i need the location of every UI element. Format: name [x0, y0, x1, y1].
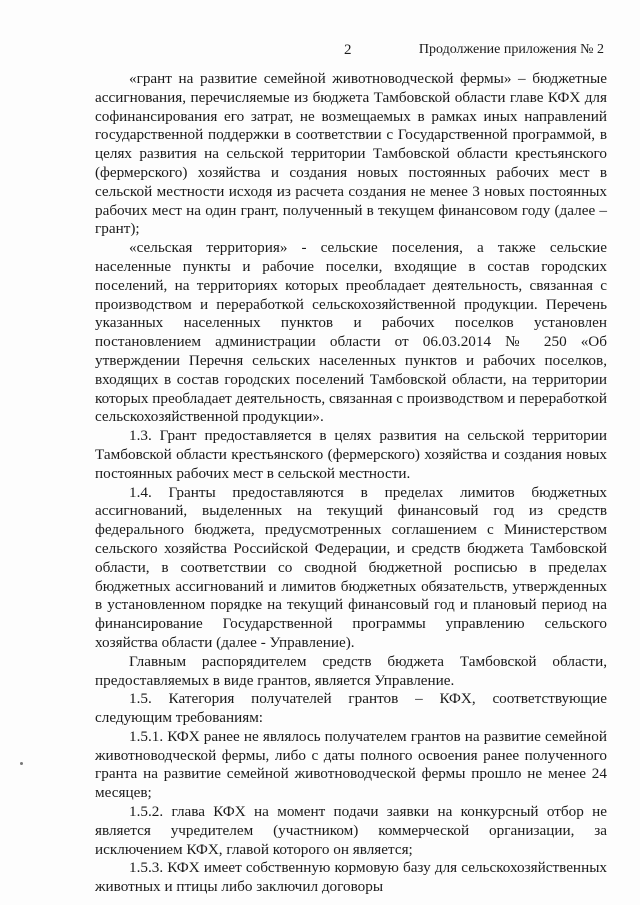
paragraph-grant-definition: «грант на развитие семейной животноводческой фермы» – бюджетные ассигнования, перечисляемые из бюджета Тамбовской области главе КФХ для софинансирования его затрат, не возмещаемых в рамках иных направлений государственной поддержки в соответствии с Государственной программой, в целях развития на сельской территории Тамбовской области крестьянского (фермерского) хозяйства и создания новых постоянных рабочих мест в сельской местности исходя из расчета создания не менее 3 новых постоянных рабочих мест на один грант, полученный в текущем финансовом году (далее – грант);: [95, 70, 607, 238]
paragraph-1-4: 1.4. Гранты предоставляются в пределах лимитов бюджетных ассигнований, выделенных на текущий финансовый год из средств федерального бюджета, предусмотренных соглашением с Министерством сельского хозяйства Российской Федерации, и средств бюджета Тамбовской области, в соответствии со сводной бюджетной росписью в пределах бюджетных ассигнований и лимитов бюджетных обязательств, утвержденных в установленном порядке на текущий финансовый год и плановый период на финансирование Государственной программы управлению сельского хозяйства области (далее - Управление).: [95, 483, 607, 651]
paragraph-1-3: 1.3. Грант предоставляется в целях развития на сельской территории Тамбовской области крестьянского (фермерского) хозяйства и создания новых постоянных рабочих мест в сельской местности.: [95, 427, 607, 482]
document-body: [95, 70, 607, 897]
page-number: 2: [344, 42, 352, 58]
paragraph-1-5-3: 1.5.3. КФХ имеет собственную кормовую базу для сельскохозяйственных животных и птицы либо заключил договоры: [95, 859, 607, 896]
paragraph-1-5: 1.5. Категория получателей грантов – КФХ, соответствующие следующим требованиям:: [95, 690, 607, 727]
paragraph-chief-administrator: Главным распорядителем средств бюджета Тамбовской области, предоставляемых в виде грантов, является Управление.: [95, 652, 607, 689]
scan-margin-dot: [20, 762, 23, 765]
paragraph-1-5-1: 1.5.1. КФХ ранее не являлось получателем грантов на развитие семейной животноводческой фермы, либо с даты полного освоения ранее полученного гранта на развитие семейной животноводческой фермы прошло не менее 24 месяцев;: [95, 727, 607, 802]
paragraph-1-5-2: 1.5.2. глава КФХ на момент подачи заявки на конкурсный отбор не является учредителем (участником) коммерческой организации, за исключением КФХ, главой которого он является;: [95, 803, 607, 858]
appendix-continuation-note: Продолжение приложения № 2: [418, 42, 604, 57]
paragraph-rural-territory-definition: «сельская территория» - сельские поселения, а также сельские населенные пункты и рабочие поселки, входящие в состав городских поселений, на территориях которых преобладает деятельность, связанная с производством и переработкой сельскохозяйственной продукции. Перечень указанных населенных пунктов и рабочих поселков установлен постановлением администрации области от 06.03.2014 № 250 «Об утверждении Перечня сельских населенных пунктов и рабочих поселков, входящих в состав городских поселений Тамбовской области, на территории которых преобладает деятельность, связанная с производством и переработкой сельскохозяйственной продукции».: [95, 239, 607, 426]
